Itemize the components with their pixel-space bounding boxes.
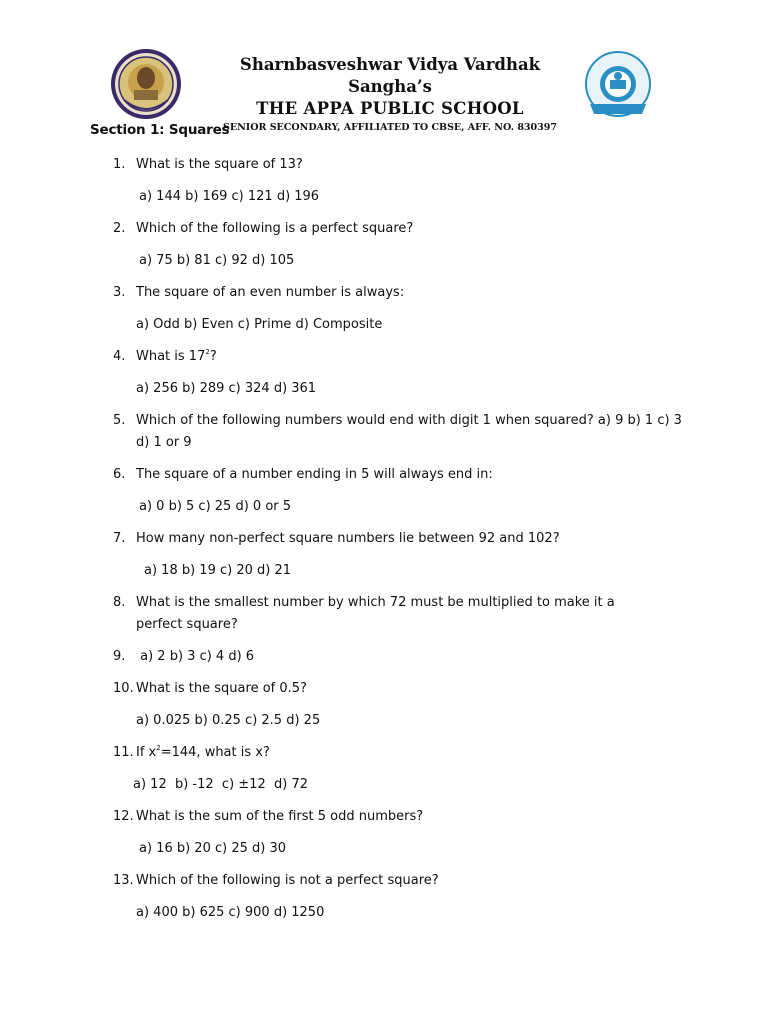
question-2-options: a) 75 b) 81 c) 92 d) 105 [139,253,295,268]
section-title: Section 1: Squares [90,122,230,138]
question-text: Which of the following is a perfect square? [136,221,414,236]
question-text: Which of the following numbers would end with digit 1 when squared? a) 9 b) 1 c) 3 d) 1 or 9 [136,413,682,450]
question-11-options: a) 12 b) -12 c) ±12 d) 72 [133,777,308,792]
question-10-options: a) 0.025 b) 0.25 c) 2.5 d) 25 [136,713,321,728]
question-12-options: a) 16 b) 20 c) 25 d) 30 [139,841,286,856]
question-7-options: a) 18 b) 19 c) 20 d) 21 [144,563,291,578]
question-number: 5. [113,413,126,428]
question-number: 9. [113,649,126,664]
school-emblem-icon [110,46,182,122]
question-number: 3. [113,285,126,300]
cbse-logo-icon [580,48,656,124]
school-name: THE APPA PUBLIC SCHOOL [256,99,524,118]
question-text: What is the sum of the first 5 odd numbers? [136,809,424,824]
question-number: 11. [113,745,134,760]
question-number: 13. [113,873,134,888]
question-text: The square of an even number is always: [136,285,405,300]
question-number: 10. [113,681,134,696]
sangha-name: Sharnbasveshwar Vidya Vardhak Sangha’s [239,55,541,96]
question-text: What is the square of 0.5? [136,681,307,696]
question-6-options: a) 0 b) 5 c) 25 d) 0 or 5 [139,499,292,514]
question-number: 2. [113,221,126,236]
question-text: a) 2 b) 3 c) 4 d) 6 [136,649,255,664]
question-text: If $x^2=144$, what is x? [136,744,270,760]
question-number: 12. [113,809,134,824]
question-4-options: a) 256 b) 289 c) 324 d) 361 [136,381,317,396]
question-number: 1. [113,157,126,172]
exponent: 2 [205,348,210,356]
question-text: How many non-perfect square numbers lie between 92 and 102? [136,531,560,546]
question-number: 6. [113,467,126,482]
question-text: What is the smallest number by which 72 must be multiplied to make it a perfect square? [136,595,615,632]
exponent: 2 [156,744,161,752]
question-number: 7. [113,531,126,546]
question-text: What is $17^2$? [136,348,217,364]
question-text: The square of a number ending in 5 will always end in: [136,467,493,482]
question-number: 4. [113,349,126,364]
question-1-options: a) 144 b) 169 c) 121 d) 196 [139,189,320,204]
question-number: 8. [113,595,126,610]
question-text: Which of the following is not a perfect square? [136,873,439,888]
question-13-options: a) 400 b) 625 c) 900 d) 1250 [136,905,325,920]
question-text: What is the square of 13? [136,157,303,172]
affiliation-line: SENIOR SECONDARY, AFFILIATED TO CBSE, AFF. NO. 830397 [222,122,557,133]
question-3-options: a) Odd b) Even c) Prime d) Composite [136,317,383,332]
